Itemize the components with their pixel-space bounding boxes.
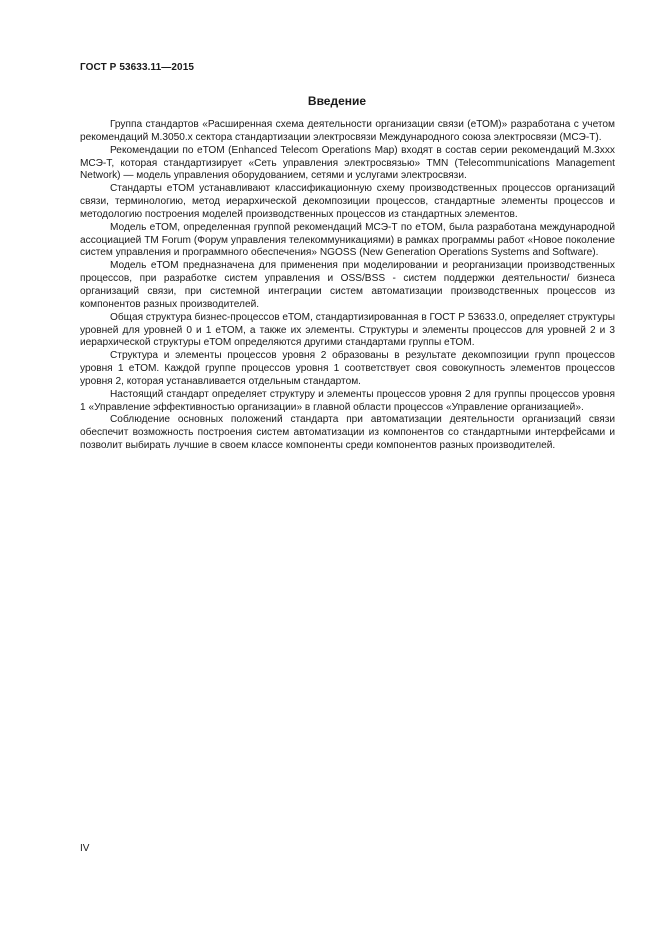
introduction-body <box>80 119 615 453</box>
paragraph: Стандарты еТОМ устанавливают классификационную схему производственных процессов организаций связи, терминологию, метод иерархической декомпозиции процессов, стандартные элементы процессов и методологию построения моделей производственных процессов из стандартных элементов. <box>80 183 615 220</box>
paragraph: Общая структура бизнес-процессов еТОМ, стандартизированная в ГОСТ Р 53633.0, определяет структуры уровней для уровней 0 и 1 еТОМ, а также их элементы. Структуры и элементы процессов для уровней 2 и 3 иерархической структуры еТОМ определяются другими стандартами группы еТОМ. <box>80 311 615 349</box>
paragraph: Структура и элементы процессов уровня 2 образованы в результате декомпозиции групп процессов уровня 1 еТОМ. Каждой группе процессов уровня 1 соответствует своя совокупность элементов процессов уровня 2, которая устанавливается отдельным стандартом. <box>80 350 615 387</box>
document-header: ГОСТ Р 53633.11—2015 <box>80 62 195 73</box>
section-title: Введение <box>307 94 367 108</box>
paragraph: Модель еТОМ, определенная группой рекомендаций МСЭ-Т по еТОМ, была разработана международной ассоциацией ТМ Forum (Форум управления телекоммуникациями) в рамках программы работ «Новое поколение систем управления и программного обеспечения» NGOSS (New Generation Operations Systems and Software). <box>80 221 615 259</box>
paragraph: Группа стандартов «Расширенная схема деятельности организации связи (еТОМ)» разработана с учетом рекомендаций М.3050.х сектора стандартизации электросвязи Международного союза электросвязи (МСЭ-Т). <box>80 119 615 143</box>
paragraph: Настоящий стандарт определяет структуру и элементы процессов уровня 2 для группы процессов уровня 1 «Управление эффективностью организации» в главной области процессов «Управление организацией». <box>80 388 615 413</box>
paragraph: Модель еТОМ предназначена для применения при моделировании и реорганизации производственных процессов, при разработке систем управления и OSS/BSS - систем поддержки деятельности/ бизнеса организаций связи, при системной интеграции систем автоматизации производственных процессов из компонентов разных производителей. <box>80 260 615 310</box>
page-number: IV <box>80 843 90 854</box>
paragraph: Соблюдение основных положений стандарта при автоматизации деятельности организаций связи обеспечит возможность построения систем автоматизации из компонентов со стандартными интерфейсами и позволит выбирать лучшие в своем классе компоненты среди компонентов разных производителей. <box>80 414 615 452</box>
paragraph: Рекомендации по еТОМ (Enhanced Telecom Operations Map) входят в состав серии рекомендаций М.3ххх МСЭ-Т, которая стандартизирует «Сеть управления электросвязью» TMN (Telecommunications Management Network) — модель управления оборудованием, сетями и услугами электросвязи. <box>80 144 615 182</box>
